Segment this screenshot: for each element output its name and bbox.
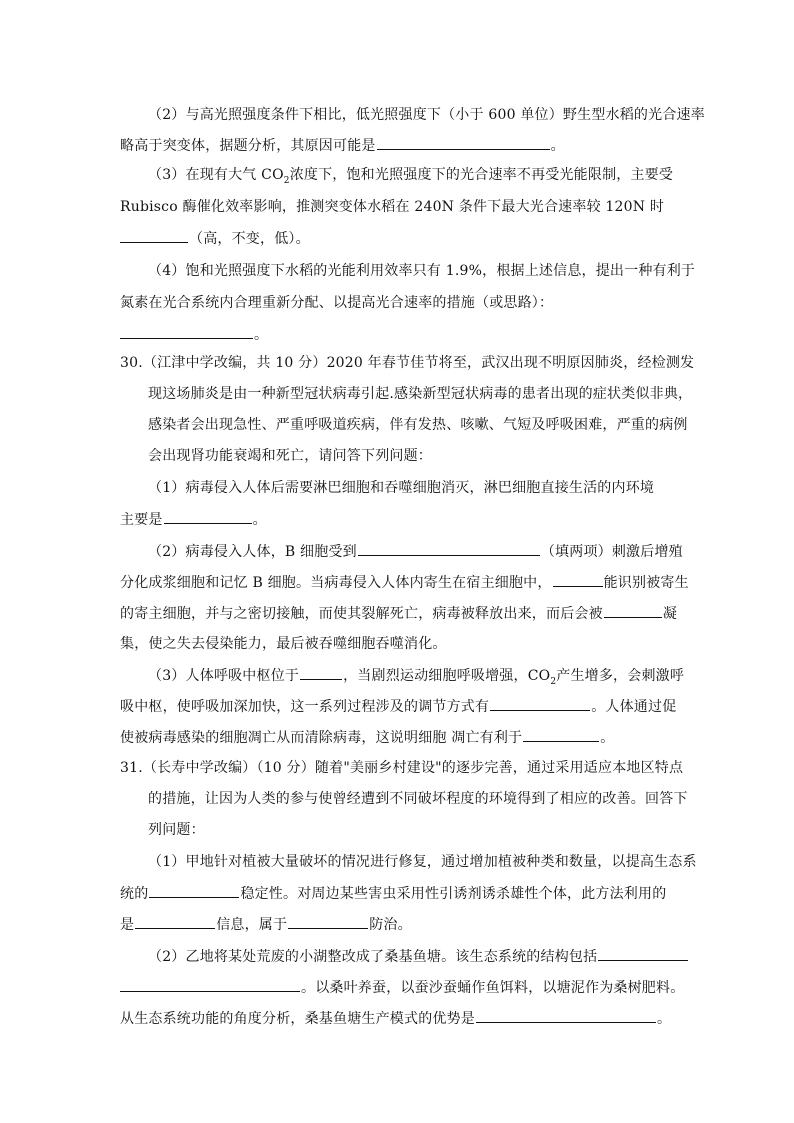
q31-p1-line1: （1）甲地针对植被大量破坏的情况进行修复，通过增加植被种类和数量，以提高生态系 <box>148 854 697 870</box>
q31-p1-text-c: 是 <box>120 917 135 933</box>
answer-blank[interactable] <box>358 541 540 556</box>
q30-p1-line2 <box>120 509 267 529</box>
q30-intro-line2: 现这场肺炎是由一种新型冠状病毒引起.感染新型冠状病毒的患者出现的症状类似非典， <box>148 386 693 402</box>
answer-blank[interactable] <box>120 977 300 992</box>
q31-p2-line1 <box>148 946 689 966</box>
q29-p4-line1: （4）饱和光照强度下水稻的光能利用效率只有 1.9%，根据上述信息，提出一种有利于 <box>148 263 696 279</box>
q30-intro-line1: 30.（江津中学改编，共 10 分）2020 年春节佳节将至，武汉出现不明原因肺炎，经检测发 <box>120 355 695 371</box>
q31-p1-text-e: 防治。 <box>369 917 412 933</box>
q30-p2-line3 <box>120 603 677 623</box>
q31-p2-end: 。 <box>657 1011 672 1027</box>
answer-blank[interactable] <box>523 727 599 742</box>
q31-p1-line2 <box>120 883 666 903</box>
answer-blank[interactable] <box>149 883 239 898</box>
q30-p3-text-f: 使被病毒感染的细胞凋亡从而清除病毒，这说明细胞 凋亡有利于 <box>120 730 523 746</box>
answer-blank[interactable] <box>300 665 342 680</box>
q31-intro-line1: 31.（长寿中学改编）（10 分）随着"美丽乡村建设"的逐步完善，通过采用适应本地区特点 <box>120 760 684 776</box>
answer-blank[interactable] <box>377 135 550 150</box>
q30-p1-text: 主要是 <box>120 512 163 528</box>
q30-p2-text-a: （2）病毒侵入人体，B 细胞受到 <box>148 544 357 560</box>
answer-blank[interactable] <box>120 324 253 339</box>
q31-intro-line3: 列问题： <box>148 822 205 838</box>
q29-p3-line2: Rubisco 酶催化效率影响，推测突变体水稻在 240N 条件下最大光合速率较 120N 时 <box>120 199 665 215</box>
q29-p4-line2: 氮素在光合系统内合理重新分配、以提高光合速率的措施（或思路）： <box>120 295 554 311</box>
q29-p3-line3 <box>120 228 310 248</box>
q29-p2-line1: （2）与高光照强度条件下相比，低光照强度下（小于 600 单位）野生型水稻的光合速率 <box>148 107 705 123</box>
q31-p1-text-b: 稳定性。对周边某些害虫采用性引诱剂诱杀雄性个体，此方法利用的 <box>240 886 667 902</box>
q29-p4-line3 <box>120 324 268 344</box>
answer-blank[interactable] <box>476 1008 656 1023</box>
answer-blank[interactable] <box>135 914 215 929</box>
answer-blank[interactable] <box>598 946 688 961</box>
q31-p2-line2 <box>120 977 684 997</box>
q29-p3-text-a: （3）在现有大气 CO <box>148 167 284 183</box>
q30-intro-line4: 会出现肾功能衰竭和死亡，请问答下列问题： <box>148 448 432 464</box>
q29-p3-options: （高，不变，低）。 <box>189 231 310 247</box>
q31-intro-line2: 的措施，让因为人类的参与使曾经遭到不同破坏程度的环境得到了相应的改善。回答下 <box>148 791 688 807</box>
q31-p1-text-d: 信息，属于 <box>216 917 288 933</box>
q31-p2-text-a: （2）乙地将某处荒废的小湖整改成了桑基鱼塘。该生态系统的结构包括 <box>148 949 598 965</box>
q29-p4-end: 。 <box>254 327 269 343</box>
q30-p2-text-b: （填两项）刺激后增殖 <box>540 544 683 560</box>
q30-p3-text-d: 吸中枢，使呼吸加深加快，这一系列过程涉及的调节方式有 <box>120 699 490 715</box>
q30-p2-text-c: 分化成浆细胞和记忆 B 细胞。当病毒侵入人体内寄生在宿主细胞中， <box>120 575 552 591</box>
q30-p3-text-e: 。人体通过促 <box>591 699 677 715</box>
co2-subscript: 2 <box>550 676 557 687</box>
q30-p2-line4: 集，使之失去侵染能力，最后被吞噬细胞吞噬消化。 <box>120 636 447 652</box>
q30-p3-line2 <box>120 696 676 716</box>
q31-p2-line3 <box>120 1008 671 1028</box>
answer-blank[interactable] <box>288 914 368 929</box>
q30-p2-line2 <box>120 572 689 592</box>
answer-blank[interactable] <box>604 603 662 618</box>
answer-blank[interactable] <box>490 696 590 711</box>
co2-subscript: 2 <box>283 175 290 186</box>
q30-p1-end: 。 <box>252 512 267 528</box>
q31-p2-text-c: 从生态系统功能的角度分析，桑基鱼塘生产模式的优势是 <box>120 1011 475 1027</box>
q30-p3-text-c: 产生增多，会刺激呼 <box>556 668 685 684</box>
q29-p2-text: 略高于突变体，据题分析，其原因可能是 <box>120 138 376 154</box>
q30-p3-line1 <box>148 665 684 685</box>
q30-intro-line3: 感染者会出现急性、严重呼吸道疾病，伴有发热、咳嗽、气短及呼吸困难，严重的病例 <box>148 417 688 433</box>
q31-p1-text-a: 统的 <box>120 886 149 902</box>
q30-p1-line1: （1）病毒侵入人体后需要淋巴细胞和吞噬细胞消灭，淋巴细胞直接生活的内环境 <box>148 480 655 496</box>
q30-p3-text-a: （3）人体呼吸中枢位于 <box>148 668 300 684</box>
answer-blank[interactable] <box>120 228 188 243</box>
q30-p2-text-e: 的寄主细胞，并与之密切接触，而使其裂解死亡，病毒被释放出来，而后会被 <box>120 606 603 622</box>
q29-p3-line1 <box>148 165 673 185</box>
q29-p3-text-b: 浓度下，饱和光照强度下的光合速率不再受光能限制，主要受 <box>289 167 674 183</box>
q30-p3-line3 <box>120 727 614 747</box>
q30-p3-end: 。 <box>600 730 615 746</box>
q30-p2-line1 <box>148 541 683 561</box>
answer-blank[interactable] <box>164 509 252 524</box>
q29-p2-end: 。 <box>550 138 565 154</box>
q31-p1-line3 <box>120 914 412 934</box>
q29-p2-line2 <box>120 135 565 155</box>
q31-p2-text-b: 。以桑叶养蚕，以蚕沙蚕蛹作鱼饵料，以塘泥作为桑树肥料。 <box>301 980 685 996</box>
q30-p3-text-b: ，当剧烈运动细胞呼吸增强，CO <box>343 668 551 684</box>
q30-p2-text-d: 能识别被寄生 <box>603 575 689 591</box>
q30-p2-text-f: 凝 <box>662 606 678 622</box>
answer-blank[interactable] <box>553 572 603 587</box>
